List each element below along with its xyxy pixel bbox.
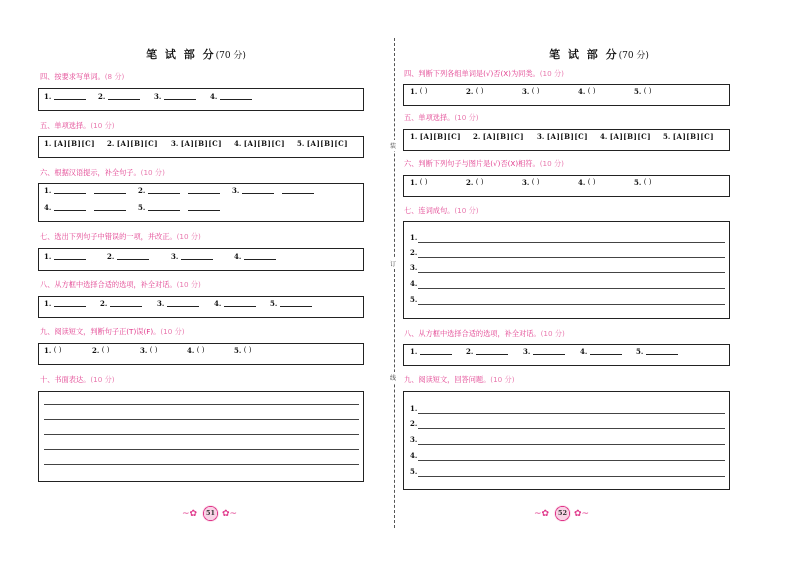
blank-item[interactable]: 1.: [44, 252, 86, 261]
choice-item[interactable]: 4. [A][B][C]: [600, 131, 652, 141]
writing-line[interactable]: [418, 257, 725, 258]
choice-item[interactable]: 2. [A][B][C]: [107, 138, 159, 148]
line-number: 1.: [410, 233, 418, 242]
binding-mark: 订: [390, 258, 396, 269]
line-number: 1.: [410, 404, 418, 413]
section-4-heading: 四、按要求写单词。(8 分): [40, 72, 125, 81]
paren-item[interactable]: 4. ( ): [578, 86, 596, 96]
blank-item[interactable]: 2.: [138, 186, 220, 195]
line-number: 4.: [410, 279, 418, 288]
blank-item[interactable]: 3.: [154, 92, 196, 101]
section-5-heading: 五、单项选择。(10 分): [40, 121, 115, 130]
section-4-heading: 四、判断下列各组单词是(√)否(X)为同类。(10 分): [404, 69, 564, 78]
blank-item[interactable]: 5.: [270, 299, 312, 308]
writing-line: [44, 419, 359, 420]
page-number-ornament: [180, 505, 240, 523]
writing-line[interactable]: [418, 413, 725, 414]
paren-item[interactable]: 2. ( ): [466, 86, 484, 96]
writing-line: [44, 404, 359, 405]
answer-box: [403, 84, 730, 106]
answer-box: [38, 296, 364, 318]
section-8-heading: 八、从方框中选择合适的选项，补全对话。(10 分): [404, 329, 565, 338]
section-7-heading: 七、连词成句。(10 分): [404, 206, 479, 215]
writing-line[interactable]: [418, 242, 725, 243]
paren-item[interactable]: 3. ( ): [140, 345, 158, 355]
paren-item[interactable]: 4. ( ): [187, 345, 205, 355]
blank-item[interactable]: 5.: [636, 347, 678, 356]
writing-line[interactable]: [418, 444, 725, 445]
choice-item[interactable]: 5. [A][B][C]: [297, 138, 349, 148]
blank-item[interactable]: 4.: [234, 252, 276, 261]
left-page: [0, 0, 392, 566]
writing-line[interactable]: [418, 304, 725, 305]
choice-item[interactable]: 1. [A][B][C]: [44, 138, 96, 148]
line-number: 3.: [410, 263, 418, 272]
blank-item[interactable]: 4.: [214, 299, 256, 308]
line-number: 2.: [410, 419, 418, 428]
blank-item[interactable]: 2.: [100, 299, 142, 308]
line-number: 5.: [410, 467, 418, 476]
section-5-heading: 五、单项选择。(10 分): [404, 113, 479, 122]
paren-item[interactable]: 5. ( ): [634, 177, 652, 187]
blank-item[interactable]: 1.: [44, 186, 126, 195]
writing-line[interactable]: [418, 428, 725, 429]
swirl-icon: ~✿: [182, 509, 198, 519]
blank-item[interactable]: 3.: [232, 186, 314, 195]
page-number: 51: [202, 505, 219, 522]
blank-item[interactable]: 1.: [44, 299, 86, 308]
line-number: 3.: [410, 435, 418, 444]
paren-item[interactable]: 5. ( ): [234, 345, 252, 355]
swirl-icon: ~✿: [534, 509, 550, 519]
section-6-heading: 六、根据汉语提示，补全句子。(10 分): [40, 168, 165, 177]
section-8-heading: 八、从方框中选择合适的选项，补全对话。(10 分): [40, 280, 201, 289]
paren-item[interactable]: 2. ( ): [466, 177, 484, 187]
blank-item[interactable]: 1.: [410, 347, 452, 356]
page-title: 笔 试 部 分(70 分): [549, 48, 649, 61]
paren-item[interactable]: 1. ( ): [44, 345, 62, 355]
blank-item[interactable]: 1.: [44, 92, 86, 101]
right-page: [398, 0, 800, 566]
paren-item[interactable]: 4. ( ): [578, 177, 596, 187]
paren-item[interactable]: 1. ( ): [410, 177, 428, 187]
section-9-heading: 九、阅读短文，回答问题。(10 分): [404, 375, 515, 384]
answer-box: [403, 175, 730, 197]
choice-item[interactable]: 1. [A][B][C]: [410, 131, 462, 141]
page-title: 笔 试 部 分(70 分): [146, 48, 246, 61]
binding-mark: 线: [390, 372, 396, 383]
choice-item[interactable]: 4. [A][B][C]: [234, 138, 286, 148]
binding-line: [394, 38, 395, 528]
paren-item[interactable]: 2. ( ): [92, 345, 110, 355]
line-number: 5.: [410, 295, 418, 304]
paren-item[interactable]: 3. ( ): [522, 177, 540, 187]
blank-item[interactable]: 2.: [466, 347, 508, 356]
choice-item[interactable]: 3. [A][B][C]: [537, 131, 589, 141]
line-number: 2.: [410, 248, 418, 257]
blank-item[interactable]: 4.: [44, 203, 126, 212]
section-10-heading: 十、书面表达。(10 分): [40, 375, 115, 384]
page-number: 52: [554, 505, 571, 522]
page-number-ornament: [532, 505, 592, 523]
blank-item[interactable]: 3.: [523, 347, 565, 356]
writing-line[interactable]: [418, 288, 725, 289]
swirl-icon: ✿~: [222, 509, 238, 519]
binding-mark: 装: [390, 140, 396, 151]
blank-item[interactable]: 4.: [210, 92, 252, 101]
writing-line[interactable]: [418, 460, 725, 461]
blank-item[interactable]: 5.: [138, 203, 220, 212]
writing-line[interactable]: [418, 272, 725, 273]
section-7-heading: 七、选出下列句子中错误的一项，并改正。(10 分): [40, 232, 201, 241]
writing-line: [44, 449, 359, 450]
swirl-icon: ✿~: [574, 509, 590, 519]
paren-item[interactable]: 1. ( ): [410, 86, 428, 96]
blank-item[interactable]: 3.: [157, 299, 199, 308]
blank-item[interactable]: 3.: [171, 252, 213, 261]
answer-box: [38, 88, 364, 111]
line-number: 4.: [410, 451, 418, 460]
choice-item[interactable]: 5. [A][B][C]: [663, 131, 715, 141]
section-9-heading: 九、阅读短文，判断句子正(T)误(F)。(10 分): [40, 327, 185, 336]
section-6-heading: 六、判断下列句子与图片是(√)否(X)相符。(10 分): [404, 159, 564, 168]
writing-line[interactable]: [418, 476, 725, 477]
choice-item[interactable]: 2. [A][B][C]: [473, 131, 525, 141]
paren-item[interactable]: 5. ( ): [634, 86, 652, 96]
writing-line: [44, 464, 359, 465]
blank-item[interactable]: 2.: [98, 92, 140, 101]
blank-item[interactable]: 2.: [107, 252, 149, 261]
paren-item[interactable]: 3. ( ): [522, 86, 540, 96]
choice-item[interactable]: 3. [A][B][C]: [171, 138, 223, 148]
writing-line: [44, 434, 359, 435]
blank-item[interactable]: 4.: [580, 347, 622, 356]
